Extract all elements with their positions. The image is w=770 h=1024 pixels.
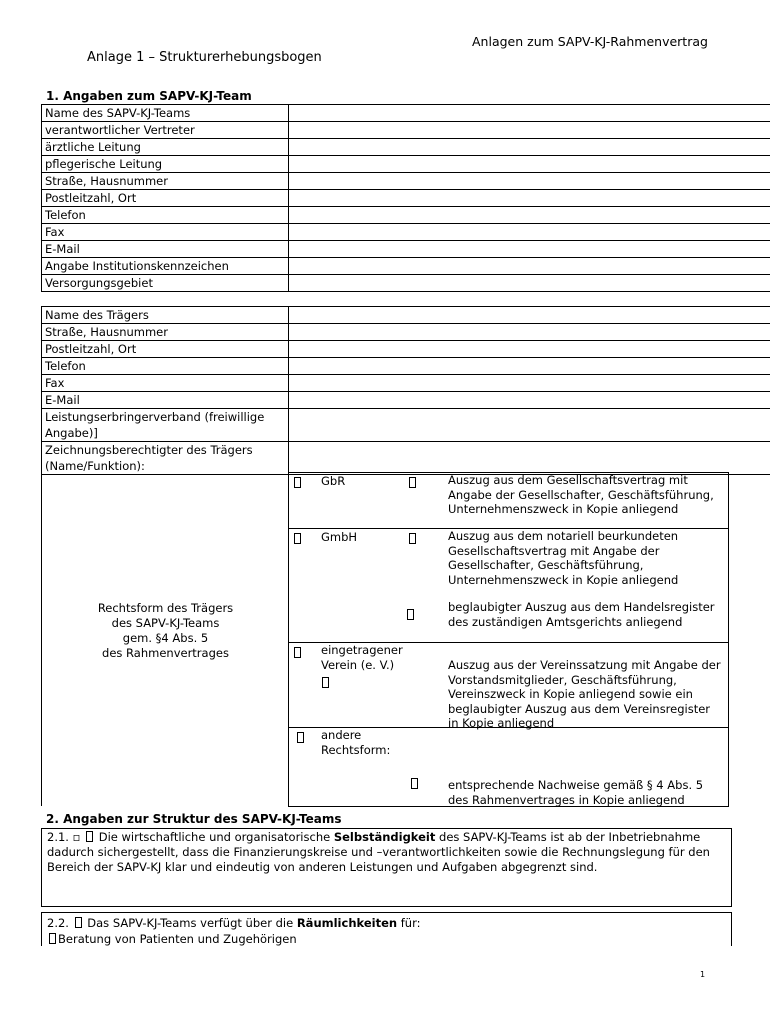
table-row [42,173,770,190]
field-label: pflegerische Leitung [42,156,289,173]
item-2-2-box [41,912,732,946]
table-row [42,105,770,122]
item-2-2-sub-checkbox[interactable] [49,933,56,944]
table-row [42,324,770,341]
field-label: ärztliche Leitung [42,139,289,156]
page-number: 1 [700,970,706,979]
document-title: Anlage 1 – Strukturerhebungsbogen [87,50,322,65]
field-value-input[interactable] [289,207,770,224]
field-label: Angabe Institutionskennzeichen [42,258,289,275]
table-row [42,275,770,292]
field-label: Telefon [42,207,289,224]
table-row [42,190,770,207]
field-label: Zeichnungsberechtigter des Trägers (Name/Funktion): [42,442,289,475]
section2-title: 2. Angaben zur Struktur des SAPV-KJ-Teams [46,812,342,826]
legal-form-ev-row [288,642,729,728]
carrier-table [41,306,770,475]
item-2-1-text-pre: Die wirtschaftliche und organisatorische [98,830,331,844]
gmbh-doc2-checkbox[interactable] [407,609,414,620]
field-label: Postleitzahl, Ort [42,341,289,358]
gmbh-doc1-text: Auszug aus dem notariell beurkundeten Gesellschaftsvertrag mit Angabe der Gesellschafter, Geschäftsführung, Unternehmenszweck in Kopie anliegend [448,529,679,587]
table-row [42,207,770,224]
table-row [42,392,770,409]
field-value-input[interactable] [289,392,770,409]
field-value-input[interactable] [289,173,770,190]
table-row [42,442,770,475]
field-value-input[interactable] [289,275,770,292]
item-2-2-checkbox[interactable] [75,917,82,928]
table-row [42,241,770,258]
legal-form-other-row [288,727,729,807]
legal-form-label-line: Rechtsform des Trägers [97,601,234,615]
field-value-input[interactable] [289,156,770,173]
gbr-doc-checkbox[interactable] [409,477,416,488]
table-row [42,375,770,392]
table-row [42,409,770,442]
field-label: E-Mail [42,392,289,409]
ev-checkbox[interactable] [294,647,301,658]
table-row [42,358,770,375]
section1-title: 1. Angaben zum SAPV-KJ-Team [46,89,252,103]
field-value-input[interactable] [289,258,770,275]
ev-label: eingetragener Verein (e. V.) [321,643,403,672]
gbr-label: GbR [321,474,346,488]
legal-form-label-line: des Rahmenvertrages [102,646,229,660]
table-row [42,224,770,241]
other-checkbox[interactable] [297,732,304,743]
field-label: Telefon [42,358,289,375]
gbr-checkbox[interactable] [294,477,301,488]
field-value-input[interactable] [289,190,770,207]
legal-form-label-line: gem. §4 Abs. 5 [122,631,209,645]
other-doc-checkbox[interactable] [411,778,418,789]
item-2-2-text-post: für: [400,916,421,930]
gmbh-checkbox[interactable] [294,533,301,544]
legal-form-gbr-row [288,472,729,529]
item-2-1-text-bold: Selbständigkeit [333,830,436,844]
field-label: Leistungserbringerverband (freiwillige Angabe)] [42,409,289,442]
gmbh-doc1-checkbox[interactable] [409,533,416,544]
legal-form-label-line: des SAPV-KJ-Teams [111,616,220,630]
gmbh-label: GmbH [321,530,358,544]
team-table [41,104,770,292]
field-value-input[interactable] [289,241,770,258]
field-label: Straße, Hausnummer [42,324,289,341]
field-label: Fax [42,375,289,392]
ev-doc-text: Auszug aus der Vereinssatzung mit Angabe der Vorstandsmitglieder, Geschäftsführung, Vereinszweck in Kopie anliegend sowie ein beglaubigter Auszug aus dem Vereinsregister in Kopie anliegend [448,658,721,730]
field-label: Postleitzahl, Ort [42,190,289,207]
field-value-input[interactable] [289,358,770,375]
field-value-input[interactable] [289,122,770,139]
legal-form-label-cell [41,473,289,806]
gmbh-doc2-text: beglaubigter Auszug aus dem Handelsregister des zuständigen Amtsgerichts anliegend [448,600,715,629]
item-2-2-sub-text: Beratung von Patienten und Zugehörigen [58,932,297,946]
field-value-input[interactable] [289,224,770,241]
table-row [42,139,770,156]
field-label: E-Mail [42,241,289,258]
item-2-1-box [41,828,732,907]
field-label: verantwortlicher Vertreter [42,122,289,139]
table-row [42,341,770,358]
table-row [42,307,770,324]
table-row [42,122,770,139]
field-label: Versorgungsgebiet [42,275,289,292]
other-doc-text: entsprechende Nachweise gemäß § 4 Abs. 5 des Rahmenvertrages in Kopie anliegend [448,778,704,807]
table-row [42,258,770,275]
field-value-input[interactable] [289,442,770,475]
ev-doc-checkbox[interactable] [322,677,329,688]
item-2-2-text-bold: Räumlichkeiten [296,916,398,930]
field-value-input[interactable] [289,409,770,442]
field-value-input[interactable] [289,341,770,358]
item-2-1-checkbox[interactable] [86,831,93,842]
other-label: andere Rechtsform: [321,728,391,757]
field-label: Fax [42,224,289,241]
gbr-doc-text: Auszug aus dem Gesellschaftsvertrag mit Angabe der Gesellschafter, Geschäftsführung, Unternehmenszweck in Kopie anliegend [448,473,714,516]
field-value-input[interactable] [289,139,770,156]
field-value-input[interactable] [289,105,770,122]
item-2-2-number: 2.2. [47,916,69,930]
item-2-2-text-pre: Das SAPV-KJ-Teams verfügt über die [87,916,294,930]
field-label: Straße, Hausnummer [42,173,289,190]
field-value-input[interactable] [289,375,770,392]
legal-form-gmbh-row [288,528,729,643]
field-value-input[interactable] [289,307,770,324]
item-2-1-number: 2.1. ▫ [47,830,81,844]
field-label: Name des Trägers [42,307,289,324]
document-header-right: Anlagen zum SAPV-KJ-Rahmenvertrag [472,34,708,49]
field-value-input[interactable] [289,324,770,341]
table-row [42,156,770,173]
field-label: Name des SAPV-KJ-Teams [42,105,289,122]
item-2-1-text-post: des SAPV-KJ-Teams ist ab der Inbetriebnahme dadurch sichergestellt, dass die Finanzierungskreise und –verantwortlichkeiten sowie die Rechnungslegung für den Bereich der SAPV-KJ klar und eindeutig von anderen Leistungen und Aufgaben abgegrenzt sind. [47,830,710,874]
